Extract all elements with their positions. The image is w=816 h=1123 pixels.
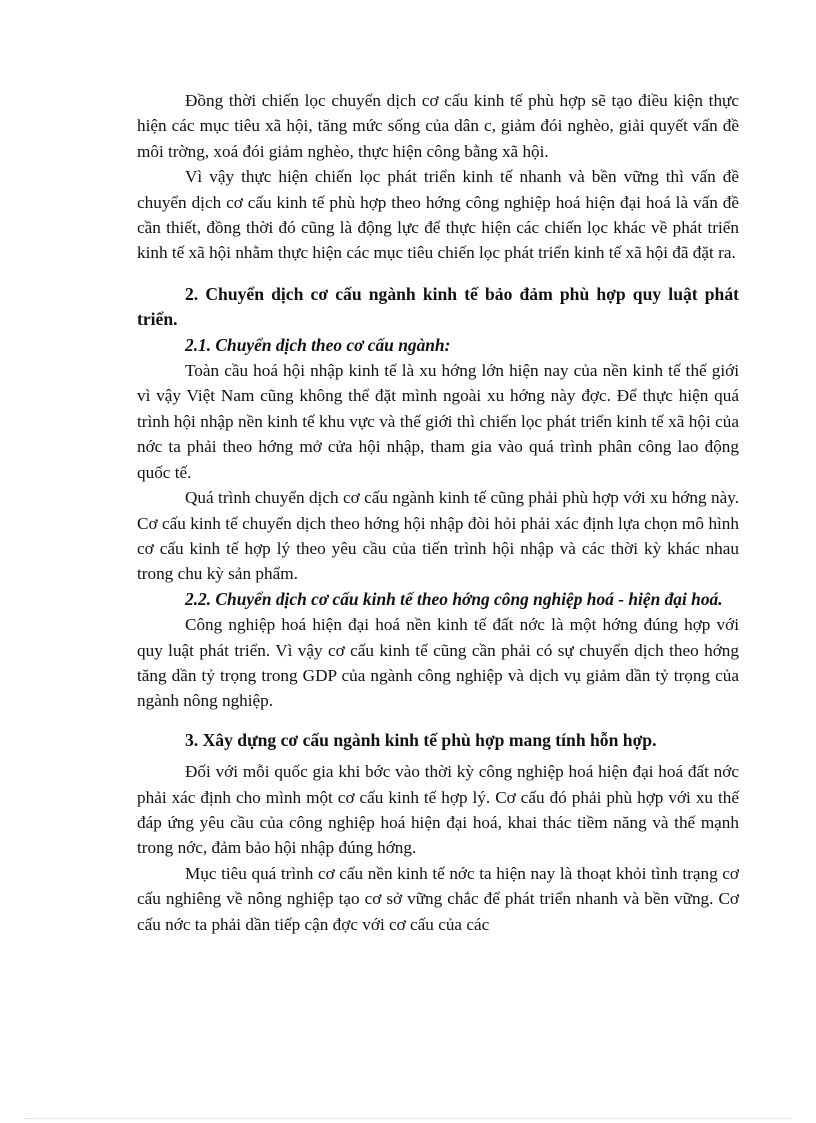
paragraph-objectives: Mục tiêu quá trình cơ cấu nền kinh tế nớc ta hiện nay là thoạt khỏi tình trạng cơ cấu nghiêng về nông nghiệp tạo cơ sở vững chắc để phát triển nhanh và bền vững. Cơ cấu nớc ta phải dần tiếp cận đợc với cơ cấu của các — [137, 863, 739, 934]
subsection-heading-2-2: 2.2. Chuyển dịch cơ cấu kinh tế theo hớng công nghiệp hoá - hiện đại hoá. — [185, 588, 723, 609]
page-bottom-divider — [24, 1118, 792, 1119]
document-page — [137, 88, 739, 937]
section-heading-3: 3. Xây dựng cơ cấu ngành kinh tế phù hợp mang tính hỗn hợp. — [185, 729, 657, 750]
paragraph-integration: Quá trình chuyển dịch cơ cấu ngành kinh tế cũng phải phù hợp với xu hớng này. Cơ cấu kinh tế chuyển dịch theo hớng hội nhập đòi hỏi phải xác định lựa chọn mô hình cơ cấu kinh tế hợp lý theo yêu cầu của tiến trình hội nhập và các thời kỳ khác nhau trong chu kỳ sản phẩm. — [137, 488, 739, 584]
paragraph-national-structure: Đối với mỗi quốc gia khi bớc vào thời kỳ công nghiệp hoá hiện đại hoá đất nớc phải xác định cho mình một cơ cấu kinh tế hợp lý. Cơ cấu đó phải phù hợp với xu thế đáp ứng yêu cầu của công nghiệp hoá hiện đại hoá, khai thác tiềm năng và thế mạnh trong nớc, đảm bảo hội nhập đúng hớng. — [137, 762, 739, 858]
section-heading-2: 2. Chuyển dịch cơ cấu ngành kinh tế bảo đảm phù hợp quy luật phát triển. — [137, 283, 739, 330]
paragraph-strategy: Vì vậy thực hiện chiến lọc phát triển kinh tế nhanh và bền vững thì vấn đề chuyển dịch cơ cấu kinh tế phù hợp theo hớng công nghiệp hoá hiện đại hoá là vấn đề cần thiết, đồng thời đó cũng là động lực để thực hiện các chiến lọc khác về phát triển kinh tế xã hội nhằm thực hiện các mục tiêu chiến lọc phát triển kinh tế xã hội đã đặt ra. — [137, 167, 739, 263]
paragraph-globalization: Toàn cầu hoá hội nhập kinh tế là xu hớng lớn hiện nay của nền kinh tế thế giới vì vậy Việt Nam cũng không thể đặt mình ngoài xu hớng này đợc. Để thực hiện quá trình hội nhập nền kinh tế khu vực và thế giới thì chiến lọc phát triển kinh tế xã hội của nớc ta phải theo hớng mở cửa hội nhập, tham gia vào quá trình phân công lao động quốc tế. — [137, 361, 739, 482]
paragraph-social-goals: Đồng thời chiến lọc chuyển dịch cơ cấu kinh tế phù hợp sẽ tạo điều kiện thực hiện các mục tiêu xã hội, tăng mức sống của dân c, giảm đói nghèo, giải quyết vấn đề môi trờng, xoá đói giảm nghèo, thực hiện công bằng xã hội. — [137, 91, 739, 161]
paragraph-industrialization: Công nghiệp hoá hiện đại hoá nền kinh tế đất nớc là một hớng đúng hợp với quy luật phát triển. Vì vậy cơ cấu kinh tế cũng cần phải có sự chuyển dịch theo hớng tăng dần tỷ trọng trong GDP của ngành công nghiệp và dịch vụ giảm dần tỷ trọng của ngành nông nghiệp. — [137, 615, 739, 711]
subsection-heading-2-1: 2.1. Chuyển dịch theo cơ cấu ngành: — [185, 334, 451, 355]
